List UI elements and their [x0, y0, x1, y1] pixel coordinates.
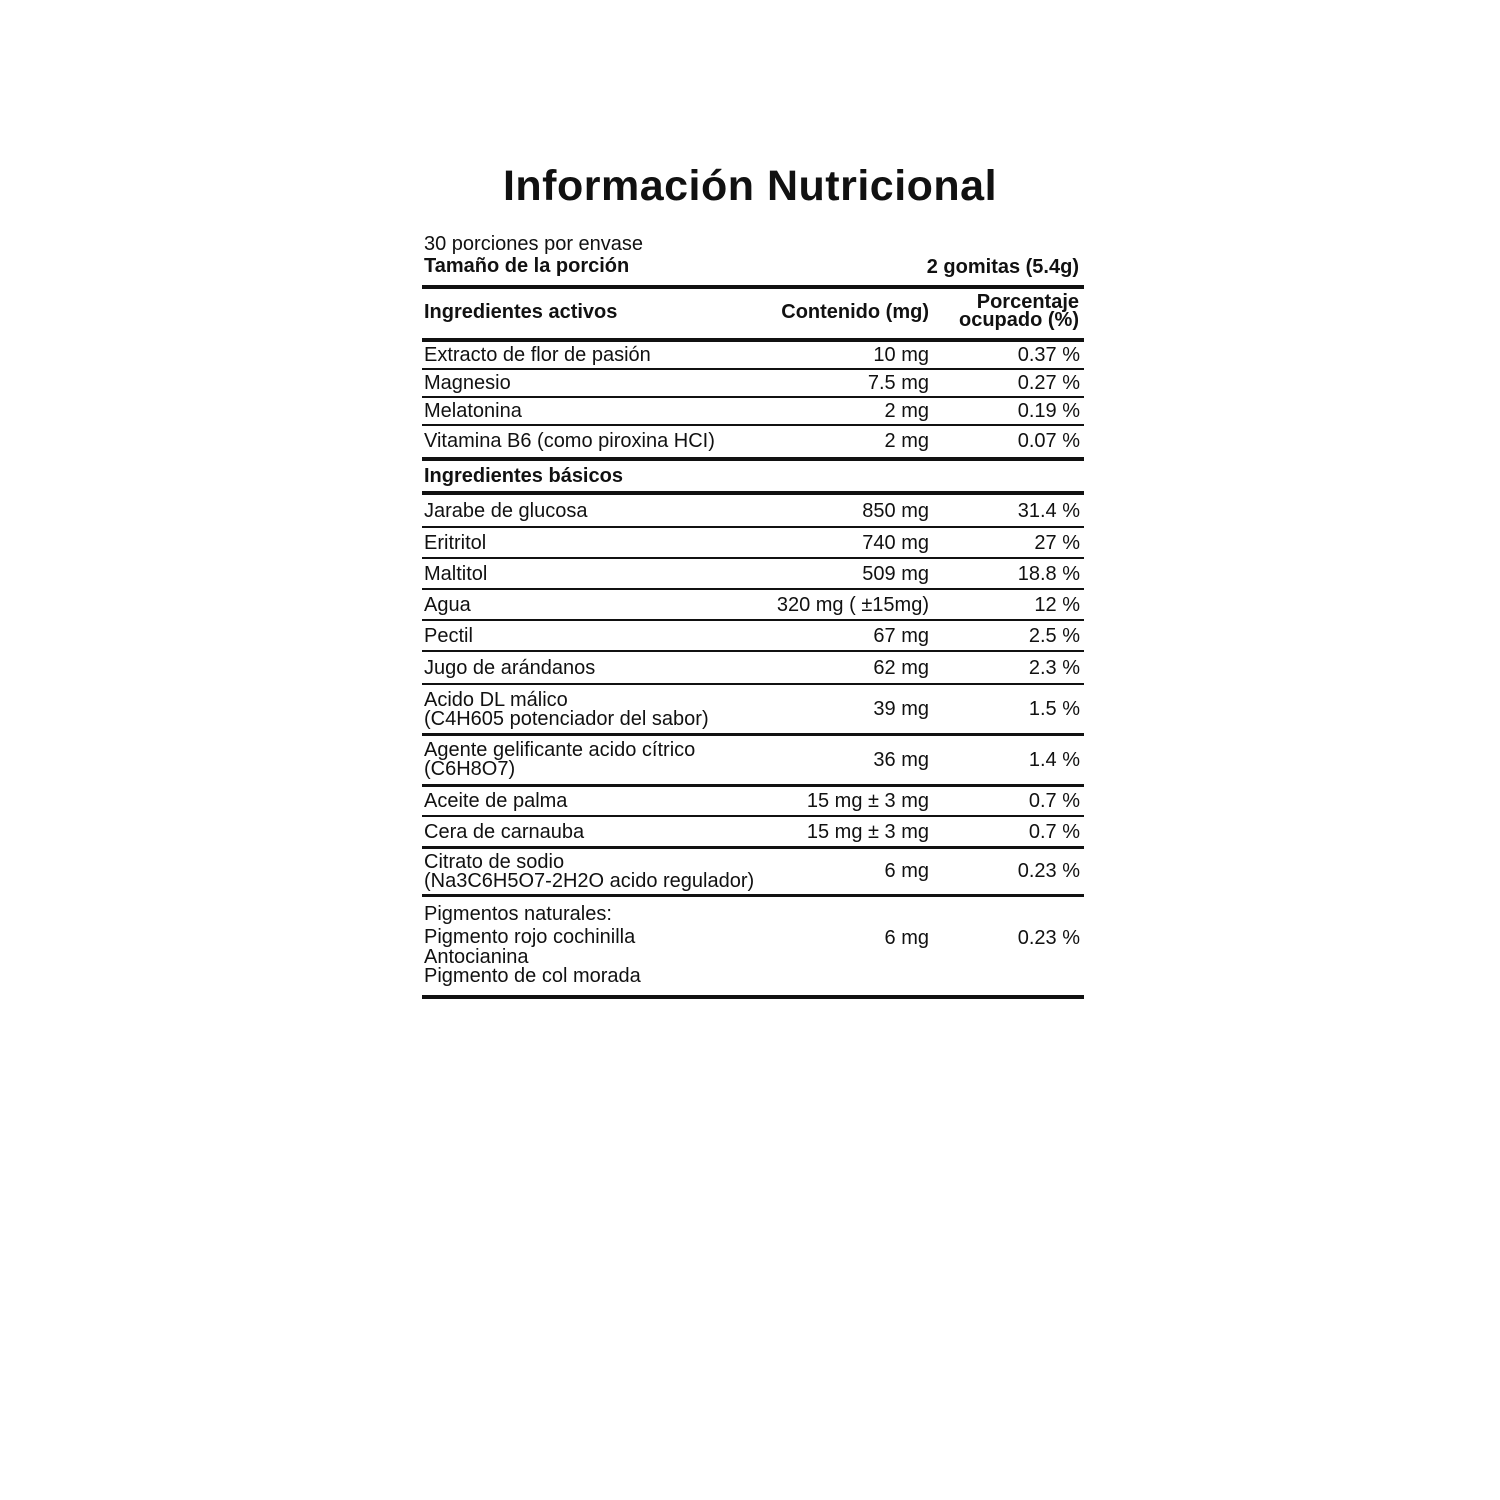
ingredient-name [424, 850, 1080, 892]
ingredient-percent: 1.5 % [1028, 698, 1080, 720]
table-row [424, 426, 1080, 457]
pigments-amount: 6 mg [884, 927, 929, 949]
ingredient-name-line: Agua [424, 593, 471, 616]
ingredient-amount: 10 mg [873, 344, 929, 366]
pigments-row [424, 904, 1080, 994]
ingredient-name-line: Magnesio [424, 372, 511, 394]
ingredient-name [424, 656, 1080, 679]
ingredient-name [424, 374, 1080, 393]
ingredient-amount: 39 mg [873, 698, 929, 720]
pigments-percent: 0.23 % [1017, 927, 1080, 949]
ingredient-amount: 2 mg [884, 430, 929, 452]
ingredient-name [424, 432, 1080, 451]
ingredient-amount: 320 mg ( ±15mg) [776, 593, 929, 616]
ingredient-name-line: Maltitol [424, 562, 488, 585]
ingredient-amount: 7.5 mg [867, 372, 929, 394]
ingredient-name [424, 402, 1080, 421]
table-row [424, 848, 1080, 895]
table-row [424, 559, 1080, 589]
ingredient-name [424, 593, 1080, 616]
serving-size-value: 2 gomitas (5.4g) [926, 256, 1079, 278]
header-ingredients-active: Ingredientes activos [424, 301, 618, 323]
ingredient-name [424, 789, 1080, 812]
table-row [424, 590, 1080, 620]
ingredient-name-line: (C6H8O7) [424, 758, 516, 780]
ingredient-percent: 0.07 % [1017, 430, 1080, 452]
ingredient-name [424, 499, 1080, 522]
ingredient-percent: 0.37 % [1017, 344, 1080, 366]
table-row [424, 528, 1080, 558]
header-percent [959, 293, 1079, 329]
ingredient-percent: 0.19 % [1017, 400, 1080, 422]
serving-size-label: Tamaño de la porción [424, 255, 630, 277]
page-title: Información Nutricional [502, 162, 998, 210]
ingredient-name-line: Vitamina B6 (como piroxina HCI) [424, 430, 715, 452]
ingredient-name [424, 346, 1080, 365]
ingredient-percent: 2.5 % [1028, 624, 1080, 647]
ingredient-name-line: Aceite de palma [424, 789, 568, 812]
ingredient-name-line: Citrato de sodio [424, 850, 565, 873]
ingredient-name-line: Eritritol [424, 531, 487, 554]
ingredient-amount: 67 mg [873, 624, 929, 647]
ingredient-percent: 0.27 % [1017, 372, 1080, 394]
ingredient-name-line: Jugo de arándanos [424, 656, 596, 679]
table-row [424, 342, 1080, 369]
ingredient-name-line: Extracto de flor de pasión [424, 344, 651, 366]
ingredient-percent: 0.23 % [1017, 860, 1080, 882]
ingredient-percent: 1.4 % [1028, 748, 1080, 771]
ingredient-name-line: Agente gelificante acido cítrico [424, 739, 696, 761]
header-content: Contenido (mg) [781, 301, 929, 323]
header-percent-line1: Porcentaje [976, 291, 1079, 313]
pigment-item: Pigmento de col morada [424, 965, 641, 987]
ingredient-percent: 18.8 % [1017, 562, 1080, 585]
table-row [424, 398, 1080, 425]
ingredient-name [424, 531, 1080, 554]
ingredient-amount: 62 mg [873, 656, 929, 679]
ingredient-name-line: Cera de carnauba [424, 820, 585, 843]
section-title-basic: Ingredientes básicos [424, 465, 623, 487]
pigment-item: Antocianina [424, 945, 529, 968]
table-row [424, 370, 1080, 397]
ingredient-name-line: Acido DL málico [424, 688, 568, 711]
table-row [424, 685, 1080, 734]
servings-per-container: 30 porciones por envase [424, 233, 644, 255]
divider [422, 894, 1084, 897]
ingredient-amount: 15 mg ± 3 mg [806, 820, 929, 843]
table-row [424, 495, 1080, 527]
ingredient-amount: 850 mg [862, 499, 929, 522]
ingredient-amount: 509 mg [862, 562, 929, 585]
ingredient-name-line: Melatonina [424, 400, 522, 422]
ingredient-name [424, 688, 1080, 730]
table-row [424, 817, 1080, 847]
header-percent-line2: ocupado (%) [959, 309, 1079, 331]
ingredient-amount: 740 mg [862, 531, 929, 554]
pigments-heading: Pigmentos naturales: [424, 903, 612, 925]
ingredient-amount: 6 mg [884, 860, 929, 882]
table-row [424, 652, 1080, 684]
ingredient-percent: 27 % [1034, 531, 1080, 554]
ingredient-name [424, 562, 1080, 585]
ingredient-name [424, 820, 1080, 843]
divider [422, 457, 1084, 461]
ingredient-amount: 15 mg ± 3 mg [806, 789, 929, 812]
ingredient-percent: 31.4 % [1017, 499, 1080, 522]
ingredient-amount: 2 mg [884, 400, 929, 422]
divider [422, 285, 1084, 289]
divider [422, 995, 1084, 999]
ingredient-percent: 2.3 % [1028, 656, 1080, 679]
table-row [424, 735, 1080, 785]
ingredient-amount: 36 mg [873, 748, 929, 771]
pigment-item: Pigmento rojo cochinilla [424, 926, 636, 948]
ingredient-name-line: Jarabe de glucosa [424, 499, 588, 522]
ingredient-percent: 12 % [1034, 593, 1080, 616]
ingredient-name-line: Pectil [424, 624, 473, 647]
table-row [424, 621, 1080, 651]
table-row [424, 786, 1080, 816]
ingredient-percent: 0.7 % [1028, 820, 1080, 843]
ingredient-name [424, 741, 1080, 779]
ingredient-name-line: (C4H605 potenciador del sabor) [424, 707, 709, 730]
ingredient-percent: 0.7 % [1028, 789, 1080, 812]
ingredient-name-line: (Na3C6H5O7-2H2O acido regulador) [424, 869, 755, 892]
ingredient-name [424, 624, 1080, 647]
